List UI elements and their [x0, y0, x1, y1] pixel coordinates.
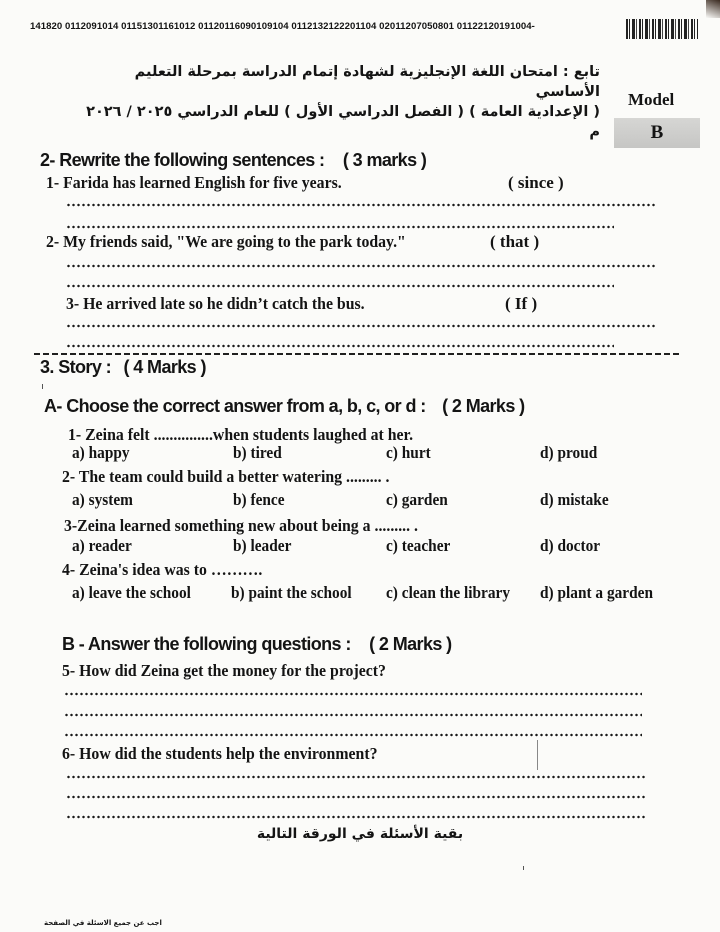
- mcq-option[interactable]: b) leader: [233, 536, 292, 555]
- part-b-marks: ( 2 Marks ): [369, 634, 452, 654]
- answer-line[interactable]: [66, 795, 646, 799]
- answer-line[interactable]: [66, 264, 656, 268]
- mcq-option[interactable]: c) teacher: [386, 536, 451, 555]
- part-b-heading-text: B - Answer the following questions :: [62, 634, 351, 654]
- exam-title: [80, 62, 600, 142]
- mcq-option[interactable]: b) fence: [233, 490, 285, 509]
- mcq-option[interactable]: d) mistake: [540, 490, 609, 509]
- barcode-icon: [626, 19, 698, 39]
- exam-title-line-1: تابع : امتحان اللغة الإنجليزية لشهادة إتمام الدراسة بمرحلة التعليم الأساسي: [134, 64, 600, 100]
- stray-mark: [42, 384, 43, 389]
- answer-line[interactable]: [66, 324, 656, 328]
- mcq-option[interactable]: c) hurt: [386, 443, 431, 462]
- answer-line[interactable]: [66, 344, 614, 348]
- rewrite-hint-1: ( since ): [508, 173, 564, 192]
- mcq-option[interactable]: c) garden: [386, 490, 448, 509]
- rewrite-heading-text: 2- Rewrite the following sentences :: [40, 150, 325, 170]
- continue-note: بقية الأسئلة في الورقة التالية: [256, 826, 464, 842]
- mcq-option[interactable]: d) proud: [540, 443, 598, 462]
- mcq-option[interactable]: a) happy: [72, 443, 130, 462]
- exam-title-line-2: ( الإعدادية العامة ) ( الفصل الدراسي الأول ) للعام الدراسي ٢٠٢٥ / ٢٠٢٦ م: [86, 104, 600, 140]
- story-section-heading: [40, 357, 206, 378]
- story-heading-text: 3. Story :: [40, 357, 112, 377]
- rewrite-hint-3: ( If ): [505, 294, 538, 313]
- rewrite-section-heading: [40, 150, 426, 171]
- part-a-marks: ( 2 Marks ): [442, 396, 525, 416]
- stray-mark: [523, 866, 524, 870]
- mcq-option[interactable]: a) leave the school: [72, 583, 191, 602]
- answer-line[interactable]: [64, 713, 642, 717]
- open-question-6: 6- How did the students help the environment?: [62, 744, 378, 763]
- stray-mark: [537, 740, 538, 770]
- mcq-option[interactable]: d) plant a garden: [540, 583, 653, 602]
- mcq-option[interactable]: a) reader: [72, 536, 132, 555]
- page-corner-shadow: [706, 0, 720, 18]
- mcq-option[interactable]: b) paint the school: [231, 583, 352, 602]
- rewrite-question-1: 1- Farida has learned English for five years.: [46, 173, 342, 192]
- answer-line[interactable]: [66, 203, 656, 207]
- part-b-heading: [62, 634, 452, 655]
- part-a-heading: [44, 396, 525, 417]
- rewrite-hint-2: ( that ): [490, 232, 540, 251]
- answer-line[interactable]: [64, 733, 642, 737]
- section-divider: [34, 353, 679, 355]
- answer-all-note: اجب عن جميع الاسئلة في الصفحة: [44, 919, 162, 927]
- rewrite-question-2: 2- My friends said, "We are going to the park today.": [46, 232, 406, 251]
- rewrite-marks: ( 3 marks ): [342, 150, 427, 170]
- model-badge: B: [614, 118, 700, 148]
- mcq-question-3: 3-Zeina learned something new about being a ......... .: [64, 516, 418, 535]
- barcode-numbers: 141820 0112091014 01151301161012 01120116090109104 0112132122201104 02011207050801 01122120191004-: [30, 21, 535, 32]
- answer-line[interactable]: [66, 775, 646, 779]
- answer-line[interactable]: [66, 815, 646, 819]
- mcq-question-4: 4- Zeina's idea was to ……….: [62, 560, 263, 579]
- mcq-option[interactable]: a) system: [72, 490, 133, 509]
- answer-line[interactable]: [66, 225, 614, 229]
- mcq-question-1: 1- Zeina felt ...............when students laughed at her.: [68, 425, 414, 444]
- mcq-question-2: 2- The team could build a better watering ......... .: [62, 467, 390, 486]
- mcq-option[interactable]: b) tired: [233, 443, 282, 462]
- answer-line[interactable]: [64, 692, 642, 696]
- rewrite-question-3: 3- He arrived late so he didn’t catch the bus.: [66, 294, 365, 313]
- open-question-5: 5- How did Zeina get the money for the project?: [62, 661, 386, 680]
- answer-line[interactable]: [66, 284, 614, 288]
- mcq-option[interactable]: d) doctor: [540, 536, 601, 555]
- model-label: Model: [628, 90, 675, 109]
- mcq-option[interactable]: c) clean the library: [386, 583, 511, 602]
- story-marks: ( 4 Marks ): [123, 357, 206, 377]
- part-a-heading-text: A- Choose the correct answer from a, b, c, or d :: [44, 396, 426, 416]
